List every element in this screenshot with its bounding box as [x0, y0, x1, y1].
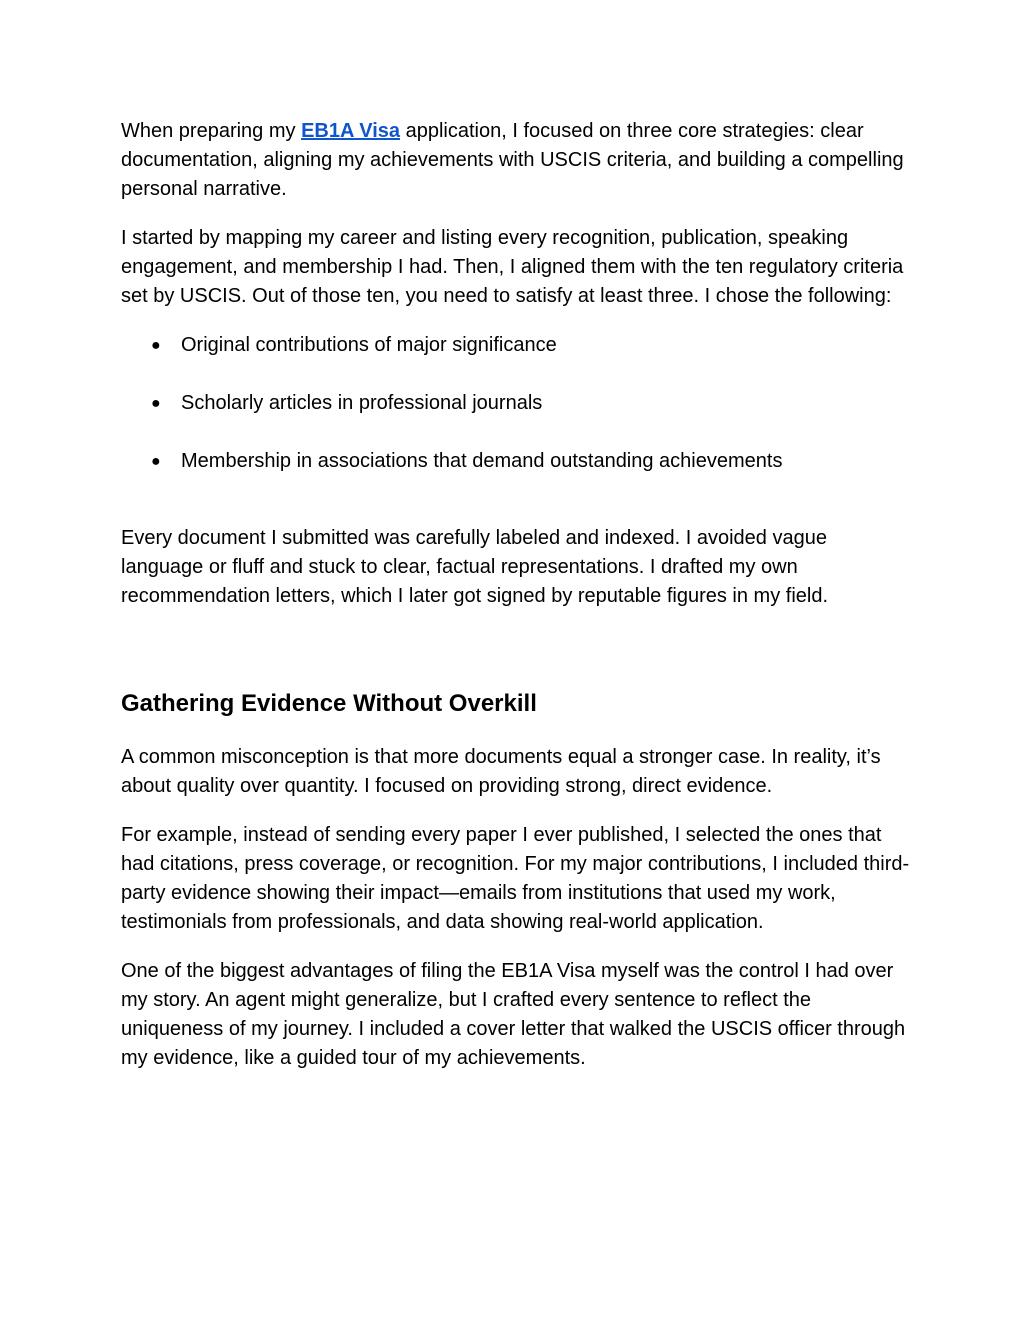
- bullet-icon: ●: [151, 395, 161, 412]
- career-mapping-paragraph: I started by mapping my career and listing every recognition, publication, speaking engagement, and membership I had. Then, I aligned them with the ten regulatory criteria set by USCIS. Out of those ten, you need to satisfy at least three. I chose the following:: [121, 227, 904, 307]
- section-heading: Gathering Evidence Without Overkill: [121, 690, 537, 717]
- intro-text-before: When preparing my: [121, 120, 302, 142]
- list-item: [121, 447, 911, 476]
- example-paragraph: For example, instead of sending every paper I ever published, I selected the ones that had citations, press coverage, or recognition. For my major contributions, I included third-party evidence showing their impact—emails from institutions that used my work, testimonials from professionals, and data showing real-world application.: [121, 824, 910, 933]
- document-page: [121, 117, 911, 1073]
- list-item-text: Scholarly articles in professional journals: [181, 392, 543, 414]
- list-item-text: Original contributions of major significance: [181, 334, 557, 356]
- list-item: [121, 331, 911, 360]
- bullet-icon: ●: [151, 337, 161, 354]
- bullet-icon: ●: [151, 453, 161, 470]
- list-item: [121, 389, 911, 418]
- list-item-text: Membership in associations that demand outstanding achievements: [181, 450, 783, 472]
- documentation-paragraph: Every document I submitted was carefully labeled and indexed. I avoided vague language or fluff and stuck to clear, factual representations. I drafted my own recommendation letters, which I later got signed by reputable figures in my field.: [121, 527, 829, 607]
- criteria-list: [121, 331, 911, 476]
- eb1a-visa-link[interactable]: EB1A Visa: [301, 120, 401, 142]
- misconception-paragraph: A common misconception is that more documents equal a stronger case. In reality, it’s about quality over quantity. I focused on providing strong, direct evidence.: [121, 746, 881, 797]
- intro-text-after: application, I focused on three core strategies: clear documentation, aligning my achievements with USCIS criteria, and building a compelling personal narrative.: [121, 120, 904, 200]
- advantages-paragraph: One of the biggest advantages of filing the EB1A Visa myself was the control I had over my story. An agent might generalize, but I crafted every sentence to reflect the uniqueness of my journey. I included a cover letter that walked the USCIS officer through my evidence, like a guided tour of my achievements.: [121, 960, 906, 1069]
- intro-paragraph: [121, 117, 911, 204]
